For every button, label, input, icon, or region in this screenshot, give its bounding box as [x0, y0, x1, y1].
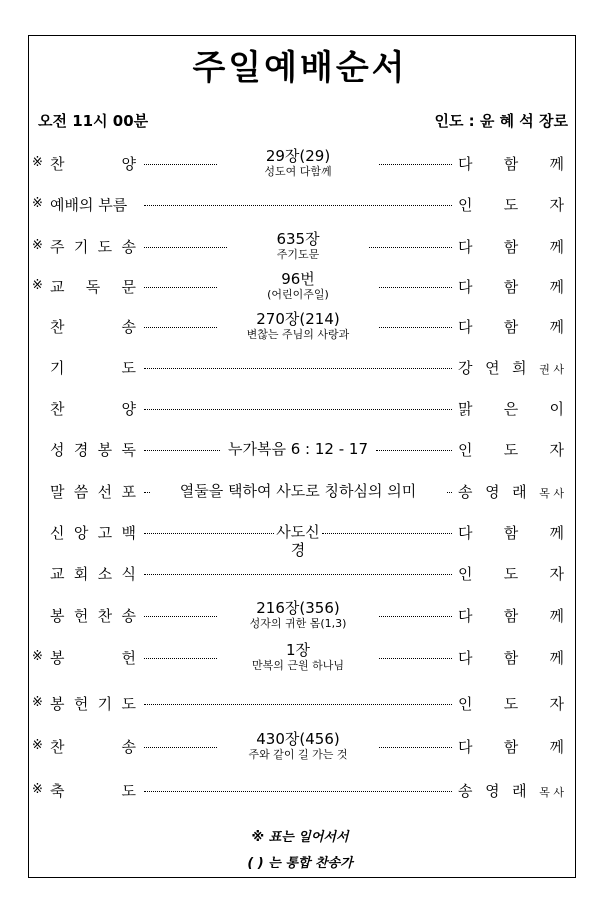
responsible-char: 함 [503, 238, 519, 256]
label-char: 축 [50, 782, 65, 800]
responsible-char: 인 [458, 695, 473, 713]
dotted-leader [144, 704, 452, 705]
standing-mark: ※ [32, 278, 43, 293]
hymn-number: 216장(356) [256, 599, 340, 617]
item-label [50, 605, 136, 626]
responsible-char: 도 [503, 695, 519, 713]
hymn-number: 29장(29) [265, 147, 331, 165]
responsible-char: 목 사 [539, 786, 564, 799]
dotted-leader [144, 287, 217, 288]
label-char: 포 [121, 483, 136, 501]
dotted-leader [144, 791, 452, 792]
item-label [50, 693, 136, 714]
list-item [0, 773, 600, 809]
list-item [0, 391, 600, 427]
item-label [50, 647, 136, 668]
label-char: 주 [50, 238, 65, 256]
label-char: 고 [97, 524, 113, 542]
responsible-char: 다 [458, 155, 473, 173]
dotted-leader [144, 658, 217, 659]
label-char: 봉 [50, 649, 65, 667]
responsible-char: 연 [485, 359, 500, 377]
responsible-char: 함 [503, 278, 519, 296]
item-label [50, 236, 136, 257]
item-content [228, 231, 368, 261]
dotted-leader [144, 450, 220, 451]
responsible-char: 인 [458, 196, 473, 214]
label-char: 양 [121, 155, 136, 173]
dotted-leader [144, 574, 452, 575]
item-label [50, 522, 136, 543]
label-char: 헌 [73, 695, 89, 713]
dotted-leader [144, 368, 452, 369]
label-char: 헌 [73, 607, 89, 625]
responsible-char: 이 [549, 400, 564, 418]
responsible-char: 희 [512, 359, 527, 377]
responsible-char: 께 [549, 607, 564, 625]
item-label [50, 276, 136, 297]
responsible-char: 께 [549, 278, 564, 296]
responsible-char: 다 [458, 318, 473, 336]
item-responsible [458, 236, 564, 257]
responsible-char: 래 [512, 483, 527, 501]
dotted-leader [144, 205, 452, 206]
dotted-leader [144, 164, 217, 165]
dotted-leader [379, 327, 452, 328]
item-content [218, 311, 378, 341]
label-char: 씀 [73, 483, 89, 501]
label-char: 교 [50, 565, 65, 583]
hymn-number: 1장 [285, 641, 311, 659]
responsible-char: 송 [458, 483, 473, 501]
label-char: 예배의 부름 [50, 196, 128, 214]
label-char: 헌 [121, 649, 136, 667]
label-char: 소 [97, 565, 113, 583]
dotted-leader [376, 450, 452, 451]
label-char: 독 [85, 278, 101, 296]
responsible-char: 영 [485, 483, 500, 501]
standing-mark: ※ [32, 238, 43, 253]
responsible-char: 자 [549, 695, 564, 713]
list-item [0, 229, 600, 265]
responsible-char: 께 [549, 155, 564, 173]
dotted-leader [379, 164, 452, 165]
label-char: 찬 [97, 607, 113, 625]
standing-mark: ※ [32, 782, 43, 797]
label-char: 봉 [50, 695, 65, 713]
responsible-char: 인 [458, 565, 473, 583]
responsible-char: 다 [458, 524, 473, 542]
label-char: 찬 [50, 318, 65, 336]
responsible-char: 께 [549, 649, 564, 667]
label-char: 선 [97, 483, 113, 501]
responsible-char: 께 [549, 238, 564, 256]
dotted-leader [144, 327, 217, 328]
hymn-title: 만복의 근원 하나님 [251, 659, 344, 672]
label-char: 도 [121, 695, 136, 713]
item-label [50, 398, 136, 419]
label-char: 송 [121, 318, 136, 336]
label-char: 독 [121, 441, 136, 459]
label-char: 신 [50, 524, 65, 542]
item-responsible [458, 316, 564, 337]
responsible-char: 송 [458, 782, 473, 800]
dotted-leader [322, 533, 452, 534]
hymn-title: 성자의 귀한 몸(1,3) [249, 617, 347, 630]
responsible-char: 다 [458, 238, 473, 256]
standing-mark: ※ [32, 155, 43, 170]
standing-mark: ※ [32, 649, 43, 664]
list-item [0, 309, 600, 345]
list-item [0, 269, 600, 305]
item-responsible [458, 439, 564, 460]
list-item [0, 686, 600, 722]
dotted-leader [144, 533, 274, 534]
responsible-char: 인 [458, 441, 473, 459]
label-char: 경 [73, 441, 89, 459]
dotted-leader [144, 747, 217, 748]
label-char: 문 [121, 278, 136, 296]
label-char: 송 [121, 738, 136, 756]
label-char: 봉 [97, 441, 113, 459]
responsible-char: 래 [512, 782, 527, 800]
label-char: 기 [73, 238, 89, 256]
responsible-char: 강 [458, 359, 473, 377]
responsible-char: 께 [549, 524, 564, 542]
responsible-char: 도 [503, 441, 519, 459]
item-label [50, 481, 136, 502]
item-label [50, 153, 136, 174]
label-char: 송 [121, 238, 136, 256]
standing-mark: ※ [32, 695, 43, 710]
item-label [50, 736, 136, 757]
label-char: 송 [121, 607, 136, 625]
label-char: 교 [50, 278, 65, 296]
item-content: 열둘을 택하여 사도로 칭하심의 의미 [150, 482, 446, 500]
label-char: 성 [50, 441, 65, 459]
dotted-leader [379, 658, 452, 659]
item-responsible [458, 563, 564, 584]
item-content [218, 642, 378, 672]
dotted-leader [369, 247, 452, 248]
responsible-char: 맑 [458, 400, 473, 418]
hymn-number: 96번 [281, 270, 315, 288]
label-char: 식 [121, 565, 136, 583]
service-leader: 인도 : 윤 혜 석 장로 [434, 112, 568, 130]
hymn-title: 변찮는 주님의 사랑과 [246, 328, 350, 341]
item-content [218, 271, 378, 301]
responsible-char: 께 [549, 318, 564, 336]
item-responsible [458, 693, 564, 714]
label-char: 봉 [50, 607, 65, 625]
label-char: 회 [73, 565, 89, 583]
label-char: 찬 [50, 400, 65, 418]
item-label [50, 316, 136, 337]
list-item [0, 556, 600, 592]
responsible-char: 다 [458, 649, 473, 667]
responsible-char: 함 [503, 738, 519, 756]
hymn-title: 성도여 다함께 [264, 165, 332, 178]
list-item [0, 350, 600, 386]
item-label [50, 780, 136, 801]
label-char: 찬 [50, 738, 65, 756]
hymn-title: 주기도문 [276, 248, 320, 261]
item-label [50, 563, 136, 584]
item-content: 사도신경 [276, 523, 320, 559]
label-char: 말 [50, 483, 65, 501]
label-char: 기 [97, 695, 113, 713]
label-char: 도 [121, 782, 136, 800]
hymn-number: 430장(456) [256, 730, 340, 748]
item-responsible [458, 647, 564, 668]
list-item [0, 474, 600, 510]
list-item [0, 432, 600, 468]
hymn-number: 635장 [276, 230, 320, 248]
list-item [0, 187, 600, 223]
item-responsible [458, 276, 564, 297]
list-item [0, 598, 600, 634]
responsible-char: 함 [503, 318, 519, 336]
item-content [218, 148, 378, 178]
dotted-leader [379, 287, 452, 288]
responsible-char: 함 [503, 607, 519, 625]
responsible-char: 목 사 [539, 487, 564, 500]
responsible-char: 함 [503, 524, 519, 542]
hymn-title: (어린이주일) [267, 288, 329, 301]
label-char: 도 [97, 238, 113, 256]
item-responsible [458, 481, 564, 502]
label-char: 양 [121, 400, 136, 418]
page-title: 주일예배순서 [192, 48, 408, 88]
item-label [50, 194, 136, 215]
list-item [0, 729, 600, 765]
label-char: 앙 [73, 524, 89, 542]
item-label [50, 357, 136, 378]
dotted-leader [379, 747, 452, 748]
responsible-char: 함 [503, 649, 519, 667]
responsible-char: 함 [503, 155, 519, 173]
footer-note-standing: ※ 표는 일어서서 [251, 830, 349, 845]
hymn-title: 주와 같이 길 가는 것 [248, 748, 348, 761]
item-content [218, 731, 378, 761]
item-responsible [458, 194, 564, 215]
label-char: 백 [121, 524, 136, 542]
responsible-char: 께 [549, 738, 564, 756]
item-content [218, 600, 378, 630]
responsible-char: 도 [503, 196, 519, 214]
label-char: 기 [50, 359, 65, 377]
item-responsible [458, 736, 564, 757]
responsible-char: 자 [549, 441, 564, 459]
item-responsible [458, 398, 564, 419]
item-responsible [458, 357, 564, 378]
service-time: 오전 11시 00분 [38, 112, 149, 130]
list-item [0, 640, 600, 676]
responsible-char: 도 [503, 565, 519, 583]
list-item [0, 146, 600, 182]
responsible-char: 다 [458, 607, 473, 625]
standing-mark: ※ [32, 738, 43, 753]
item-responsible [458, 605, 564, 626]
responsible-char: 권 사 [539, 363, 564, 376]
responsible-char: 자 [549, 565, 564, 583]
item-responsible [458, 153, 564, 174]
footer-note-hymnal: ( ) 는 통합 찬송가 [247, 856, 353, 871]
dotted-leader [379, 616, 452, 617]
item-responsible [458, 522, 564, 543]
item-content: 누가복음 6 : 12 - 17 [221, 440, 375, 458]
responsible-char: 자 [549, 196, 564, 214]
hymn-number: 270장(214) [256, 310, 340, 328]
dotted-leader [144, 409, 452, 410]
item-label [50, 439, 136, 460]
list-item [0, 515, 600, 559]
dotted-leader [144, 616, 217, 617]
responsible-char: 영 [485, 782, 500, 800]
label-char: 도 [121, 359, 136, 377]
standing-mark: ※ [32, 196, 43, 211]
label-char: 찬 [50, 155, 65, 173]
item-responsible [458, 780, 564, 801]
responsible-char: 은 [503, 400, 519, 418]
responsible-char: 다 [458, 278, 473, 296]
responsible-char: 다 [458, 738, 473, 756]
dotted-leader [144, 247, 227, 248]
